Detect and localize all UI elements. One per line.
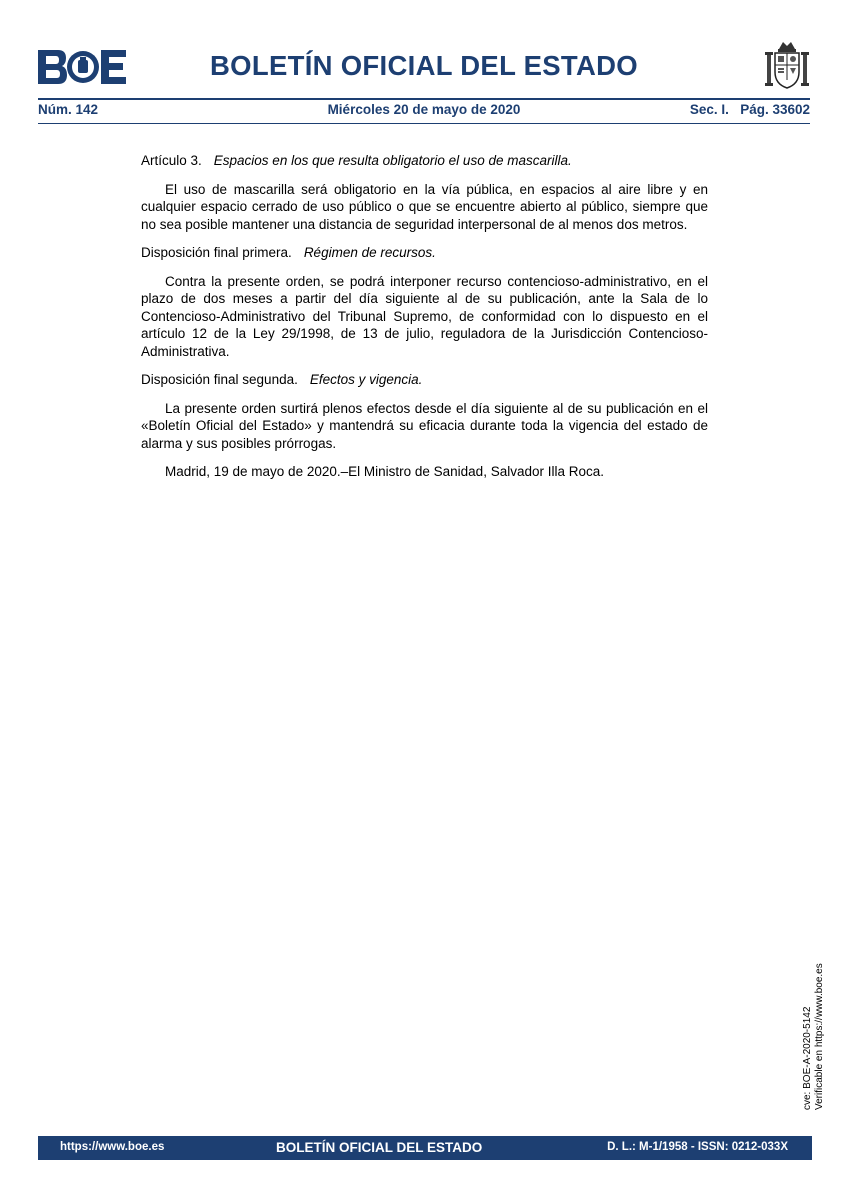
boe-logo bbox=[38, 50, 126, 84]
masthead-title: BOLETÍN OFICIAL DEL ESTADO bbox=[210, 50, 638, 81]
spain-coat-of-arms-icon bbox=[765, 40, 809, 90]
document-body bbox=[141, 152, 708, 492]
disp-first-label: Disposición final primera. bbox=[141, 245, 292, 260]
disp-first-heading bbox=[141, 244, 708, 262]
footer-bar bbox=[38, 1136, 812, 1160]
section-label: Sec. I. bbox=[689, 102, 729, 117]
issue-number: Núm. 142 bbox=[38, 102, 99, 117]
article-3-label: Artículo 3. bbox=[141, 153, 202, 168]
disp-second-title: Efectos y vigencia. bbox=[309, 372, 423, 387]
section-and-page bbox=[690, 102, 810, 117]
page-label: Pág. 33602 bbox=[740, 102, 810, 117]
signature-line: Madrid, 19 de mayo de 2020.–El Ministro de Sanidad, Salvador Illa Roca. bbox=[165, 464, 605, 479]
header-rule-bottom bbox=[38, 123, 810, 124]
article-3-text: El uso de mascarilla será obligatorio en la vía pública, en espacios al aire libre y en cualquier espacio cerrado de uso público o que se encuentre abierto al público, siempre que no sea posible mantener una distancia de seguridad interpersonal de al menos dos metros. bbox=[141, 181, 708, 232]
disp-second-heading bbox=[141, 371, 708, 389]
article-3-heading bbox=[141, 152, 708, 170]
disp-second-label: Disposición final segunda. bbox=[141, 372, 298, 387]
cve-side-note bbox=[802, 963, 825, 1110]
footer-legal-deposit: D. L.: M-1/1958 - ISSN: 0212-033X bbox=[607, 1141, 788, 1153]
disp-first-text: Contra la presente orden, se podrá interponer recurso contencioso-administrativo, en el plazo de dos meses a partir del día siguiente al de su publicación, ante la Sala de lo Contencioso-Administrativo del Tribunal Supremo, de conformidad con lo dispuesto en el artículo 12 de la Ley 29/1998, de 13 de julio, reguladora de la Jurisdicción Contencioso-Administrativa. bbox=[141, 273, 708, 359]
footer-url-link[interactable]: https://www.boe.es bbox=[60, 1141, 165, 1153]
footer-title: BOLETÍN OFICIAL DEL ESTADO bbox=[276, 1140, 483, 1155]
disp-first-title: Régimen de recursos. bbox=[303, 245, 436, 260]
disp-second-text: La presente orden surtirá plenos efectos desde el día siguiente al de su publicación en el «Boletín Oficial del Estado» y mantendrá su eficacia durante toda la vigencia del estado de alarma y sus posibles prórrogas. bbox=[141, 400, 708, 451]
header-rule-top bbox=[38, 98, 810, 100]
article-3-title: Espacios en los que resulta obligatorio el uso de mascarilla. bbox=[213, 153, 572, 168]
cve-code: cve: BOE-A-2020-5142 bbox=[802, 1006, 813, 1110]
verify-link[interactable]: Verificable en https://www.boe.es bbox=[813, 963, 825, 1110]
issue-date: Miércoles 20 de mayo de 2020 bbox=[327, 102, 521, 117]
